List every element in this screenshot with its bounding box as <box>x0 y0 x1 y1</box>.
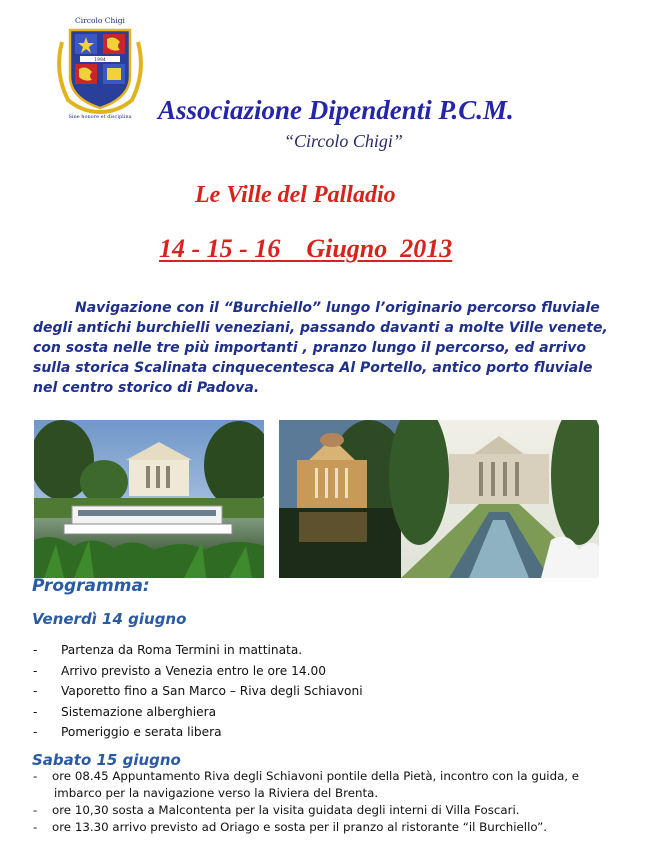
item-text: Partenza da Roma Termini in mattinata. <box>61 643 303 657</box>
programme-title: Programma: <box>32 576 150 596</box>
item-text: ore 08.45 Appuntamento Riva degli Schiavoni pontile della Pietà, incontro con la guida, e <box>52 769 580 783</box>
day-title: Venerdì 14 giugno <box>32 610 187 628</box>
list-item: - Pomeriggio e serata libera <box>33 725 222 739</box>
palladian-villas-photo <box>279 420 599 578</box>
event-title: Le Ville del Palladio <box>195 182 396 208</box>
list-item: - ore 10,30 sosta a Malcontenta per la visita guidata degli interni di Villa Foscari. <box>33 803 520 817</box>
burchiello-boat-photo <box>34 420 264 578</box>
list-item: - Arrivo previsto a Venezia entro le ore 14.00 <box>33 663 326 678</box>
item-text: Pomeriggio e serata libera <box>61 725 222 739</box>
item-text: Vaporetto fino a San Marco – Riva degli Schiavoni <box>61 684 363 698</box>
intro-paragraph <box>33 298 628 398</box>
event-dates: 14 - 15 - 16 Giugno 2013 <box>159 234 453 263</box>
item-text: Arrivo previsto a Venezia entro le ore 14.00 <box>61 663 326 678</box>
organization-name: Associazione Dipendenti P.C.M. <box>158 95 514 125</box>
organization-subtitle: “Circolo Chigi” <box>284 131 403 151</box>
day-schedule-list <box>33 643 593 746</box>
intro-line: nel centro storico di Padova. <box>33 380 260 396</box>
list-item: - Sistemazione alberghiera <box>33 704 217 719</box>
list-item: - ore 13.30 arrivo previsto ad Oriago e sosta per il pranzo al ristorante “il Burchiello”. <box>33 820 548 834</box>
item-text: ore 10,30 sosta a Malcontenta per la visita guidata degli interni di Villa Foscari. <box>52 803 520 817</box>
day-title: Sabato 15 giugno <box>32 751 181 769</box>
list-item: - Partenza da Roma Termini in mattinata. <box>33 643 303 657</box>
intro-line: Navigazione con il “Burchiello” lungo l’originario percorso fluviale <box>75 300 600 316</box>
item-continuation: imbarco per la navigazione verso la Riviera del Brenta. <box>54 786 379 800</box>
intro-line: sulla storica Scalinata cinquecentesca Al Portello, antico porto fluviale <box>33 360 593 376</box>
item-text: Sistemazione alberghiera <box>61 704 217 719</box>
logo-year: 1994 <box>94 58 106 63</box>
intro-line: degli antichi burchielli veneziani, passando davanti a molte Ville venete, <box>33 320 608 336</box>
item-text: ore 13.30 arrivo previsto ad Oriago e sosta per il pranzo al ristorante “il Burchiello”. <box>52 820 548 834</box>
logo-motto: Sine honore et disciplina <box>68 114 132 120</box>
circolo-chigi-logo <box>50 12 150 120</box>
day-schedule-list <box>33 768 643 836</box>
list-item: - ore 08.45 Appuntamento Riva degli Schiavoni pontile della Pietà, incontro con la guida, e imbarco per la navigazione verso la Riviera del Brenta. <box>33 768 643 802</box>
intro-line: con sosta nelle tre più importanti , pranzo lungo il percorso, ed arrivo <box>33 340 586 356</box>
logo-text: Circolo Chigi <box>75 16 125 25</box>
list-item: - Vaporetto fino a San Marco – Riva degli Schiavoni <box>33 684 363 698</box>
